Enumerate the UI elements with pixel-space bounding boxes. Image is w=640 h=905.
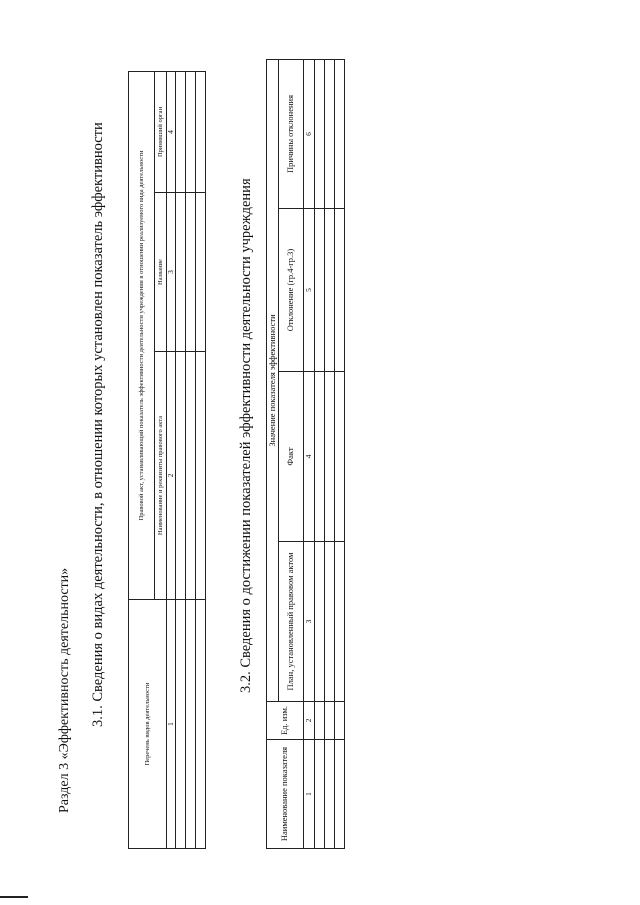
header-legal-act-group: Правовой акт, устанавливающий показатель эффективности деятельности учреждения в отношении реализуемого вида деятельности	[129, 71, 155, 599]
col-number: 2	[167, 352, 176, 600]
efficiency-table	[266, 59, 345, 849]
col-number: 1	[167, 600, 176, 849]
header-value-group: Значение показателя эффективности	[267, 59, 279, 701]
col-number: 4	[304, 372, 315, 542]
header-plan: План, установленный правовом актом	[279, 542, 304, 702]
header-deviation: Отклонение (гр.4-гр.3)	[279, 209, 304, 372]
header-activities-list: Перечень видов деятельности	[129, 600, 167, 849]
table-row	[196, 71, 206, 848]
table-row	[335, 59, 345, 848]
activities-table	[128, 71, 206, 849]
header-title: Название	[155, 193, 167, 352]
table-row	[186, 71, 196, 848]
col-number: 3	[304, 542, 315, 702]
col-number: 3	[167, 193, 176, 352]
header-act-name: Наименование и реквизиты правового акта	[155, 352, 167, 600]
col-number: 6	[304, 59, 315, 208]
table-row	[315, 59, 325, 848]
col-number: 2	[304, 702, 315, 740]
col-number: 5	[304, 209, 315, 372]
header-fact: Факт	[279, 372, 304, 542]
col-number: 1	[304, 740, 315, 849]
header-indicator-name: Наименование показателя	[267, 740, 304, 849]
header-unit: Ед. изм.	[267, 702, 304, 740]
table-row	[325, 59, 335, 848]
scan-edge-mark	[0, 896, 28, 898]
header-issuing-body: Принявший орган	[155, 71, 167, 192]
header-deviation-reasons: Причины отклонения	[279, 59, 304, 208]
subsection-3-1-title: 3.1. Сведения о видах деятельности, в отношении которых установлен показатель эффективности	[90, 122, 106, 727]
col-number: 4	[167, 71, 176, 192]
subsection-3-2-title: 3.2. Сведения о достижении показателей эффективности деятельности учреждения	[238, 178, 254, 693]
table-row	[176, 71, 186, 848]
section-title: Раздел 3 «Эффективность деятельности»	[57, 567, 72, 813]
